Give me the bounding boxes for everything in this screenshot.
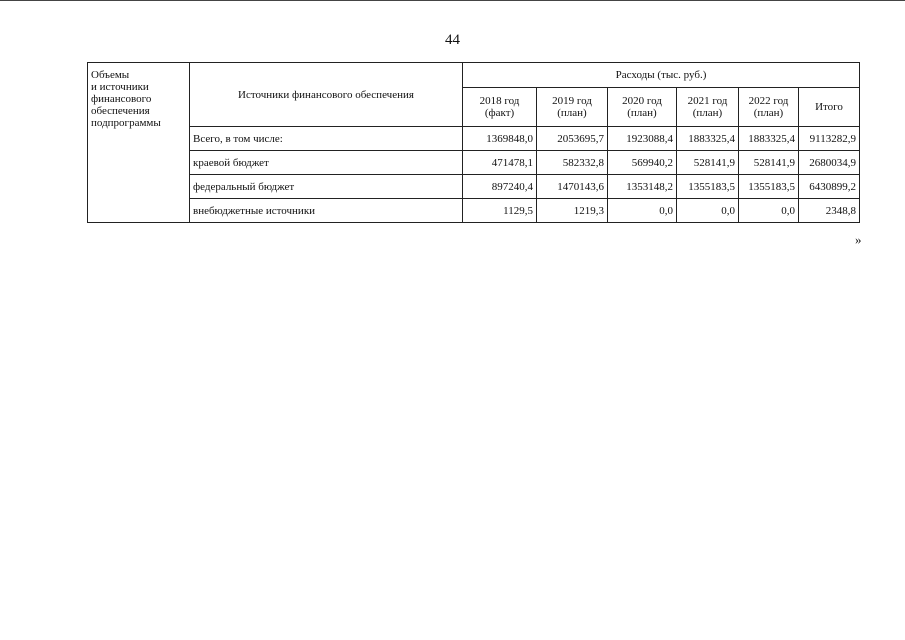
total-cell: 9113282,9 — [799, 127, 860, 151]
year-label: 2019 год — [552, 95, 592, 107]
value-cell: 569940,2 — [608, 151, 677, 175]
year-header — [608, 88, 677, 127]
value-cell: 471478,1 — [463, 151, 537, 175]
value-cell: 0,0 — [608, 199, 677, 223]
value-cell: 1129,5 — [463, 199, 537, 223]
year-label: 2018 год — [479, 95, 520, 107]
value-cell: 528141,9 — [677, 151, 739, 175]
year-header — [463, 88, 537, 127]
top-rule — [0, 0, 905, 1]
value-cell: 1353148,2 — [608, 175, 677, 199]
value-cell: 897240,4 — [463, 175, 537, 199]
value-cell: 2053695,7 — [537, 127, 608, 151]
volumes-label — [88, 63, 190, 223]
total-cell: 2348,8 — [799, 199, 860, 223]
closing-quote: » — [855, 232, 862, 247]
value-cell: 1883325,4 — [739, 127, 799, 151]
year-header — [739, 88, 799, 127]
sources-header: Источники финансового обеспечения — [190, 63, 463, 127]
value-cell: 528141,9 — [739, 151, 799, 175]
volumes-label-line: и источники — [91, 81, 149, 93]
header-row-1 — [88, 63, 860, 88]
value-cell: 1470143,6 — [537, 175, 608, 199]
year-header — [537, 88, 608, 127]
total-header: Итого — [799, 88, 860, 127]
value-cell: 1355183,5 — [739, 175, 799, 199]
value-cell: 1923088,4 — [608, 127, 677, 151]
expenses-header: Расходы (тыс. руб.) — [463, 63, 860, 88]
value-cell: 0,0 — [677, 199, 739, 223]
total-cell: 6430899,2 — [799, 175, 860, 199]
value-cell: 1219,3 — [537, 199, 608, 223]
value-cell: 1355183,5 — [677, 175, 739, 199]
year-kind: (план) — [753, 107, 784, 119]
value-cell: 582332,8 — [537, 151, 608, 175]
source-cell: федеральный бюджет — [190, 175, 463, 199]
year-header — [677, 88, 739, 127]
value-cell: 1369848,0 — [463, 127, 537, 151]
year-label: 2022 год — [748, 95, 789, 107]
volumes-label-line: подпрограммы — [91, 117, 161, 129]
year-kind: (план) — [627, 107, 657, 119]
volumes-label-line: финансового — [91, 93, 152, 105]
year-label: 2020 год — [622, 95, 662, 107]
source-cell: внебюджетные источники — [190, 199, 463, 223]
table-row — [88, 151, 860, 175]
table-row — [88, 127, 860, 151]
volumes-label-line: Объемы — [91, 69, 130, 81]
value-cell: 1883325,4 — [677, 127, 739, 151]
year-kind: (план) — [692, 107, 723, 119]
page-number: 44 — [445, 32, 460, 48]
financing-table — [87, 62, 860, 223]
volumes-label-line: обеспечения — [91, 105, 150, 117]
source-cell: краевой бюджет — [190, 151, 463, 175]
year-kind: (план) — [557, 107, 587, 119]
value-cell: 0,0 — [739, 199, 799, 223]
total-cell: 2680034,9 — [799, 151, 860, 175]
year-kind: (факт) — [484, 107, 515, 119]
source-cell: Всего, в том числе: — [190, 127, 463, 151]
year-label: 2021 год — [687, 95, 728, 107]
table-row — [88, 175, 860, 199]
table-row — [88, 199, 860, 223]
